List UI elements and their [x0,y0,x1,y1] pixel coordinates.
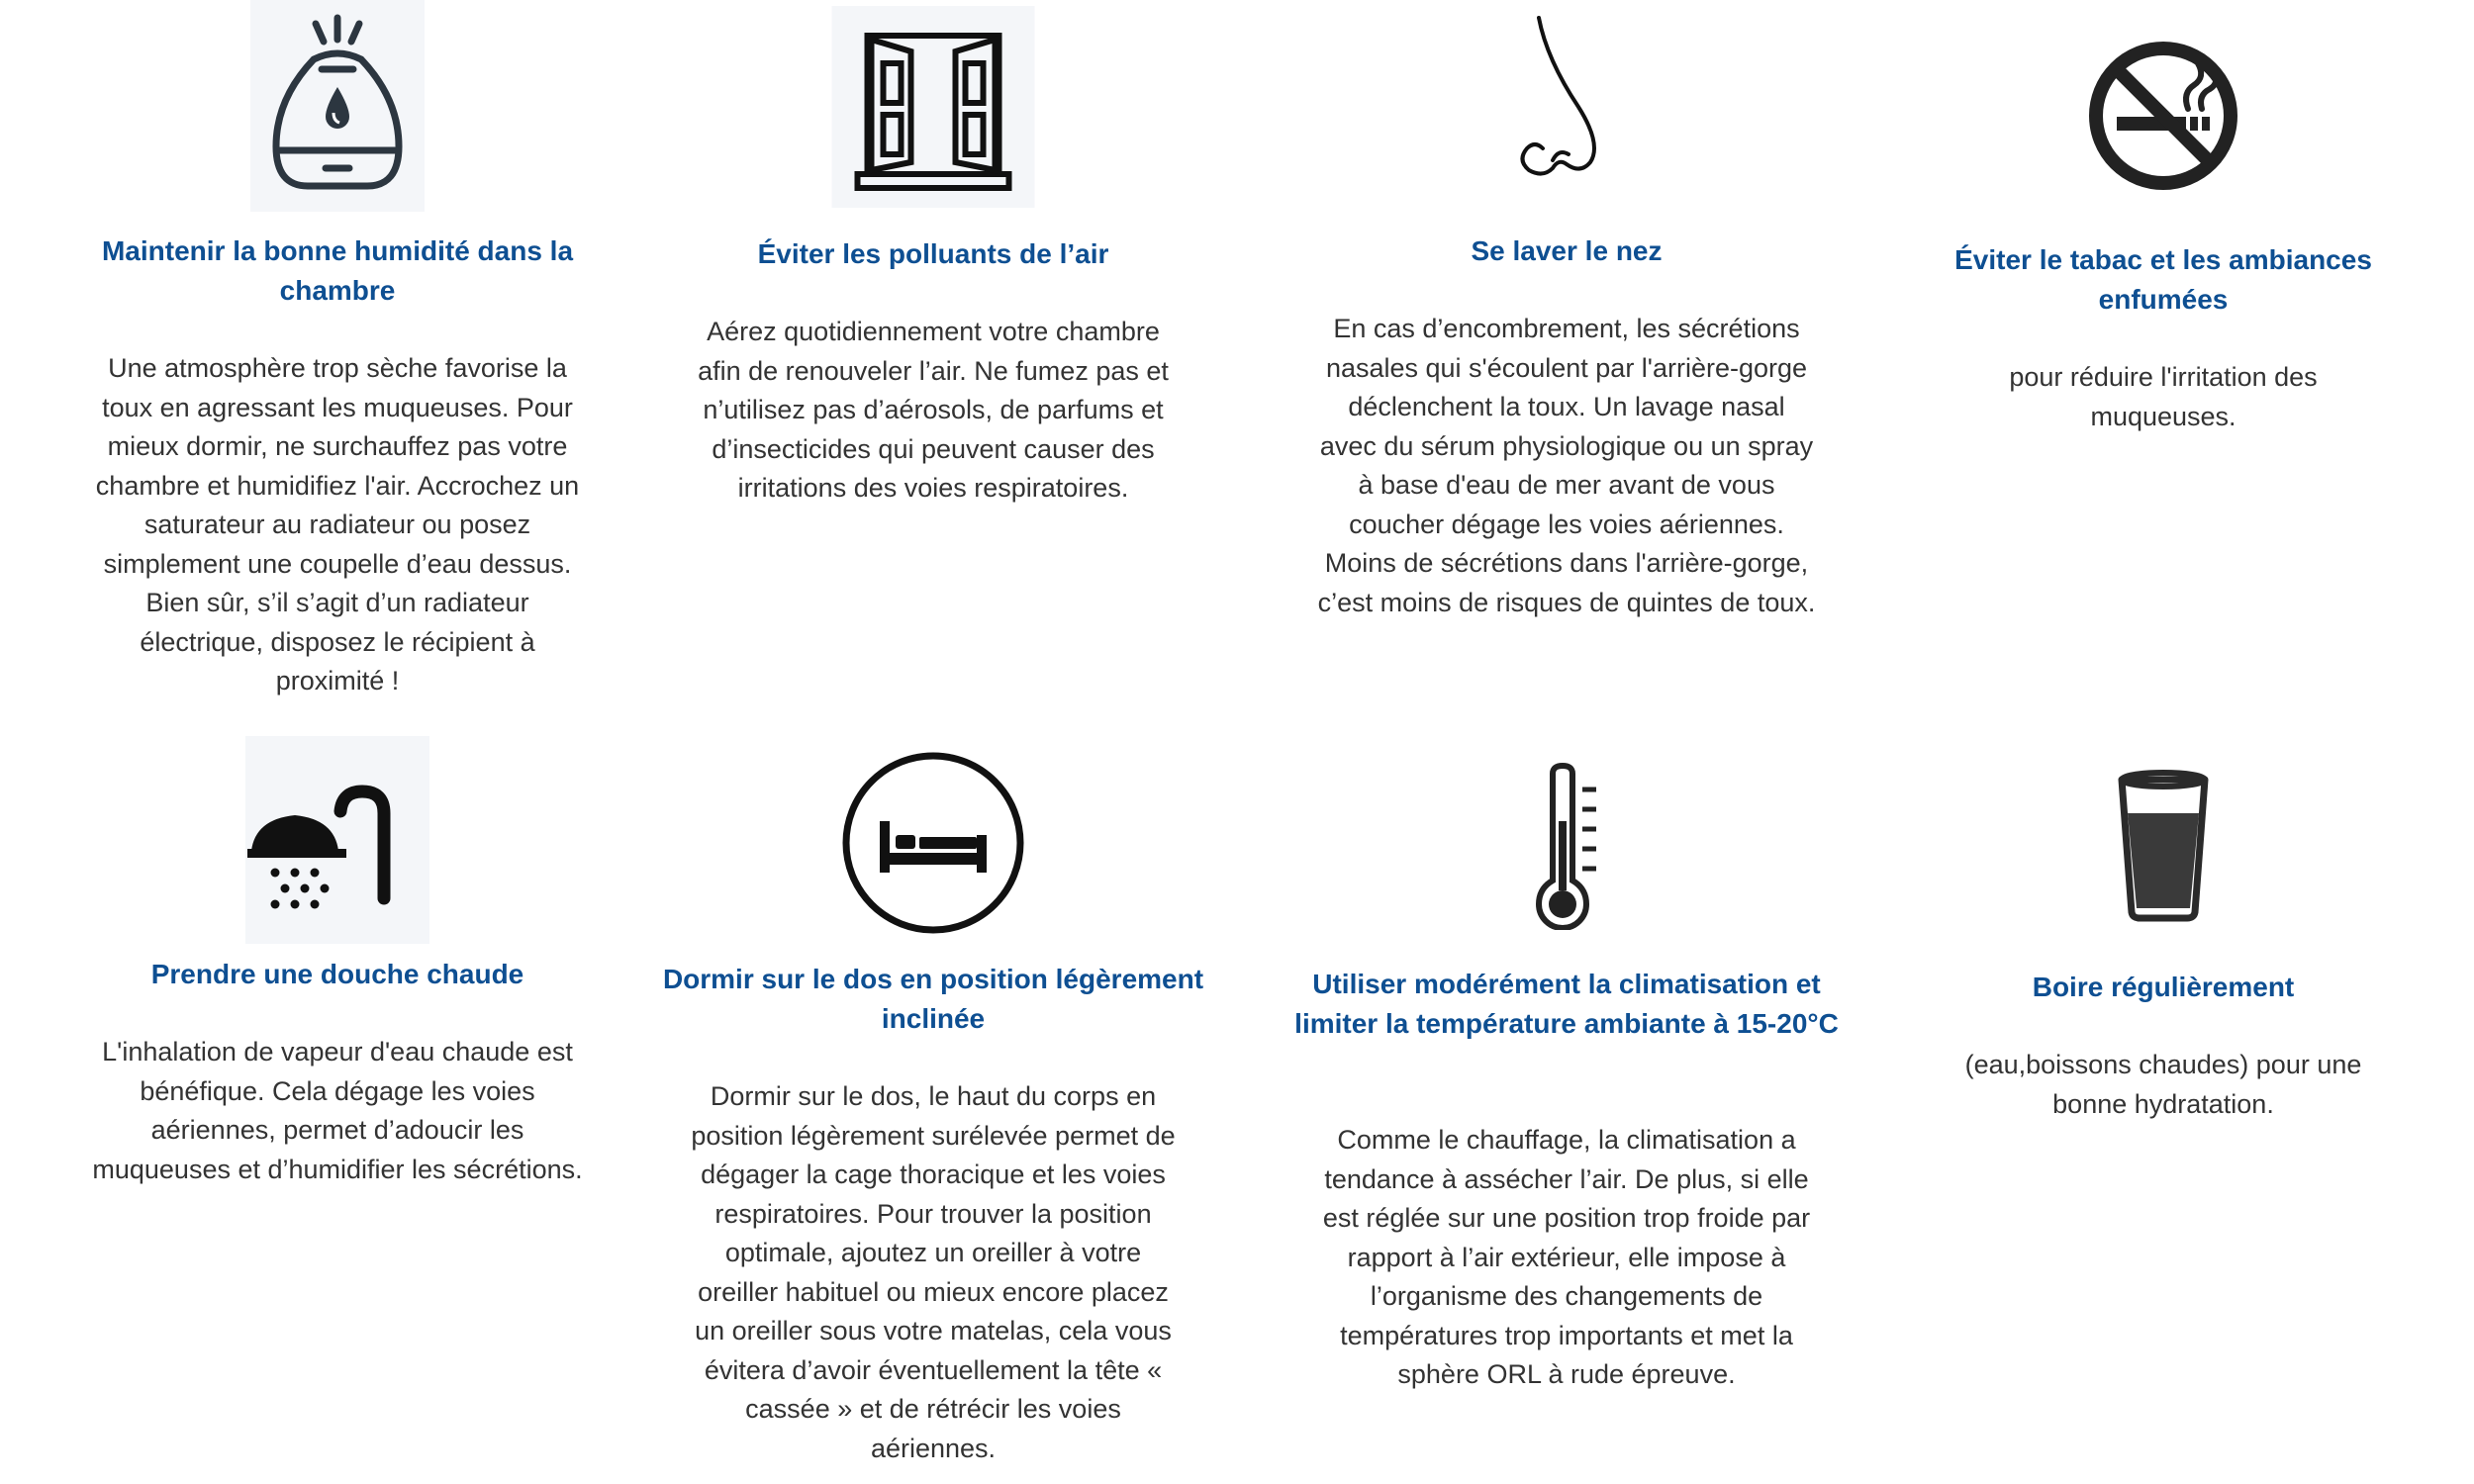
open-window-icon [832,6,1035,208]
bed-icon [838,748,1028,938]
tip-text: (eau,boissons chaudes) pour une bonne hydratation. [1964,1050,2362,1119]
water-glass-icon [2094,762,2233,930]
no-smoking-icon [2079,32,2247,200]
thermometer-icon [1487,762,1646,930]
humidifier-icon [250,0,425,212]
nose-icon [1487,0,1646,198]
tip-title: Prendre une douche chaude [150,959,524,989]
shower-icon [245,736,429,944]
tip-title: Éviter les polluants de l’air [757,238,1109,269]
tip-title: Boire régulièrement [2032,972,2295,1002]
tip-text: Dormir sur le dos, le haut du corps en position légèrement surélevée permet de dégager la cage thoracique et les voies respiratoires. Pour trouver la position optimale, ajoutez un oreiller à votre oreiller habituel ou mieux encore placez un oreiller sous votre matelas, cela vous évitera d’avoir éventuellement la tête « cassée » et de rétrécir les voies aériennes. [691,1081,1176,1463]
tip-text: Aérez quotidiennement votre chambre afin de renouveler l’air. Ne fumez pas et n’utilisez pas d’aérosols, de parfums et d’insecticides qui peuvent causer des irritations des voies respiratoires. [698,317,1169,503]
tip-text: pour réduire l'irritation des muqueuses. [2009,362,2318,431]
tip-title: Éviter le tabac et les ambiances enfumées [1954,244,2372,315]
tip-title: Dormir sur le dos en position légèrement inclinée [662,964,1204,1034]
tip-title: Se laver le nez [1471,235,1663,266]
tip-title: Utiliser modérément la climatisation et limiter la température ambiante à 15-20°C [1294,969,1839,1039]
tip-text: Une atmosphère trop sèche favorise la toux en agressant les muqueuses. Pour mieux dormir, ne surchauffez pas votre chambre et humidifiez l'air. Accrochez un saturateur au radiateur ou posez simplement une coupelle d’eau dessus. Bien sûr, s’il s’agit d’un radiateur électrique, disposez le récipient à proximité ! [95,353,580,696]
tip-title: Maintenir la bonne humidité dans la chambre [101,235,574,306]
tip-text: L'inhalation de vapeur d'eau chaude est bénéfique. Cela dégage les voies aériennes, permet d’adoucir les muqueuses et d’humidifier les sécrétions. [92,1037,583,1184]
tip-text: Comme le chauffage, la climatisation a tendance à assécher l’air. De plus, si elle est réglée sur une position trop froide par rapport à l’air extérieur, elle impose à l’organisme des changements de températures trop importants et met la sphère ORL à rude épreuve. [1322,1125,1811,1389]
tip-text: En cas d’encombrement, les sécrétions nasales qui s'écoulent par l'arrière-gorge déclenchent la toux. Un lavage nasal avec du sérum physiologique ou un spray à base d'eau de mer avant de vous coucher dégage les voies aériennes. Moins de sécrétions dans l'arrière-gorge, c’est moins de risques de quintes de toux. [1317,314,1816,617]
